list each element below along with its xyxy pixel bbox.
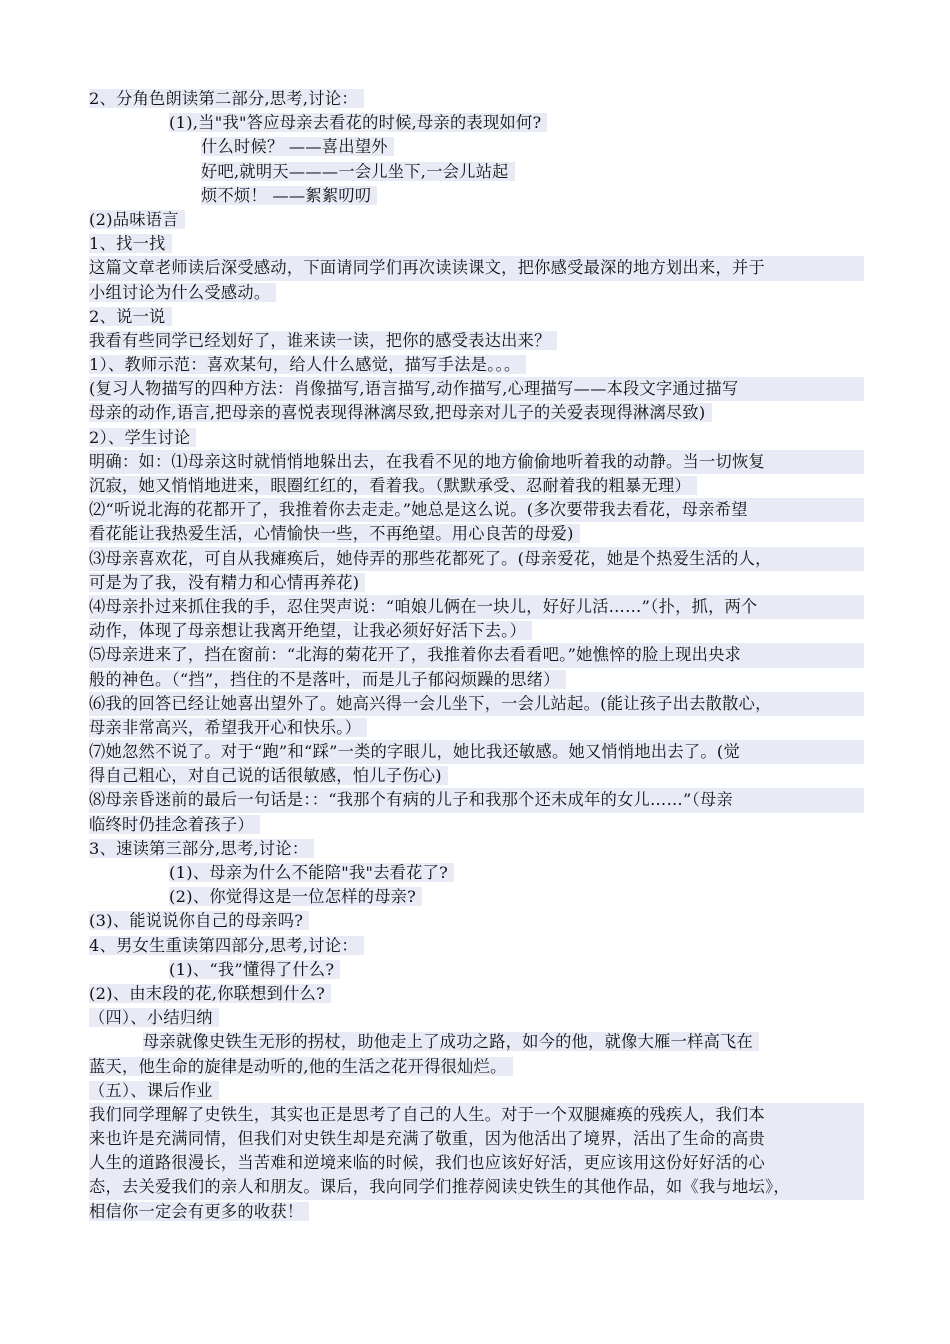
text-line: 人生的道路很漫长，当苦难和逆境来临的时候，我们也应该好好活，更应该用这份好好活的心 — [89, 1151, 864, 1175]
text-line: 看花能让我热爱生活，心情愉快一些，不再绝望。用心良苦的母爱) — [89, 522, 864, 546]
text-line: (1)、母亲为什么不能陪"我"去看花了? — [89, 861, 864, 885]
text-line: ⑸母亲进来了，挡在窗前：“北海的菊花开了，我推着你去看看吧。”她憔悴的脸上现出央求 — [89, 643, 864, 667]
text-line: 好吧,就明天———一会儿坐下,一会儿站起 — [89, 160, 864, 184]
text-line: 什么时候？ ——喜出望外 — [89, 135, 864, 159]
text-line: 2、分角色朗读第二部分,思考,讨论： — [89, 87, 864, 111]
text-line: 般的神色。（“挡”，挡住的不是落叶，而是儿子郁闷烦躁的思绪） — [89, 668, 864, 692]
text-line: 临终时仍挂念着孩子） — [89, 813, 864, 837]
text-line: （四）、小结归纳 — [89, 1006, 864, 1030]
text-line: ⑶母亲喜欢花，可自从我瘫痪后，她侍弄的那些花都死了。(母亲爱花，她是个热爱生活的人， — [89, 547, 864, 571]
text-line: (1)、“我”懂得了什么? — [89, 958, 864, 982]
text-line: 母亲的动作,语言,把母亲的喜悦表现得淋漓尽致,把母亲对儿子的关爱表现得淋漓尽致) — [89, 401, 864, 425]
text-line: 3、速读第三部分,思考,讨论： — [89, 837, 864, 861]
text-line: 相信你一定会有更多的收获！ — [89, 1200, 864, 1224]
text-line: 4、男女生重读第四部分,思考,讨论： — [89, 934, 864, 958]
text-line: ⑵“听说北海的花都开了，我推着你去走走。”她总是这么说。(多次要带我去看花，母亲希望 — [89, 498, 864, 522]
text-line: ⑹我的回答已经让她喜出望外了。她高兴得一会儿坐下，一会儿站起。(能让孩子出去散散心， — [89, 692, 864, 716]
text-line: 可是为了我，没有精力和心情再养花) — [89, 571, 864, 595]
text-line: （五）、课后作业 — [89, 1079, 864, 1103]
text-line: 动作，体现了母亲想让我离开绝望，让我必须好好活下去。） — [89, 619, 864, 643]
text-line: 明确：如：⑴母亲这时就悄悄地躲出去，在我看不见的地方偷偷地听着我的动静。当一切恢复 — [89, 450, 864, 474]
text-line: ⑻母亲昏迷前的最后一句话是：：“我那个有病的儿子和我那个还未成年的女儿……”（母亲 — [89, 788, 864, 812]
text-line: 得自己粗心，对自己说的话很敏感，怕儿子伤心) — [89, 764, 864, 788]
text-line: 态，去关爱我们的亲人和朋友。课后，我向同学们推荐阅读史铁生的其他作品，如《我与地坛》， — [89, 1175, 864, 1199]
text-line: 来也许是充满同情，但我们对史铁生却是充满了敬重，因为他活出了境界，活出了生命的高贵 — [89, 1127, 864, 1151]
text-line: 母亲就像史铁生无形的拐杖，助他走上了成功之路，如今的他，就像大雁一样高飞在 — [89, 1030, 864, 1054]
text-line: ⑷母亲扑过来抓住我的手，忍住哭声说：“咱娘儿俩在一块儿，好好儿活……”（扑，抓，两个 — [89, 595, 864, 619]
text-line: 这篇文章老师读后深受感动，下面请同学们再次读读课文，把你感受最深的地方划出来，并于 — [89, 256, 864, 280]
text-line: 2、说一说 — [89, 305, 864, 329]
text-line: 蓝天，他生命的旋律是动听的,他的生活之花开得很灿烂。 — [89, 1055, 864, 1079]
text-line: 沉寂，她又悄悄地进来，眼圈红红的，看着我。（默默承受、忍耐着我的粗暴无理） — [89, 474, 864, 498]
text-line: 1）、教师示范：喜欢某句，给人什么感觉，描写手法是。。。 — [89, 353, 864, 377]
text-line: 2）、学生讨论 — [89, 426, 864, 450]
text-line: 1、找一找 — [89, 232, 864, 256]
text-line: 我们同学理解了史铁生，其实也正是思考了自己的人生。对于一个双腿瘫痪的残疾人，我们本 — [89, 1103, 864, 1127]
text-line: 母亲非常高兴，希望我开心和快乐。） — [89, 716, 864, 740]
text-line: 我看有些同学已经划好了，谁来读一读，把你的感受表达出来？ — [89, 329, 864, 353]
text-line: (1),当"我"答应母亲去看花的时候,母亲的表现如何? — [89, 111, 864, 135]
text-line: 小组讨论为什么受感动。 — [89, 281, 864, 305]
text-line: (3)、能说说你自己的母亲吗? — [89, 909, 864, 933]
text-line: (2)、由末段的花,你联想到什么? — [89, 982, 864, 1006]
text-line: (复习人物描写的四种方法：肖像描写,语言描写,动作描写,心理描写——本段文字通过描写 — [89, 377, 864, 401]
text-line: (2)品味语言 — [89, 208, 864, 232]
text-line: (2)、你觉得这是一位怎样的母亲? — [89, 885, 864, 909]
text-line: ⑺她忽然不说了。对于“跑”和“踩”一类的字眼儿，她比我还敏感。她又悄悄地出去了。(觉 — [89, 740, 864, 764]
text-line: 烦不烦！ ——絮絮叨叨 — [89, 184, 864, 208]
document-page — [89, 87, 864, 1224]
